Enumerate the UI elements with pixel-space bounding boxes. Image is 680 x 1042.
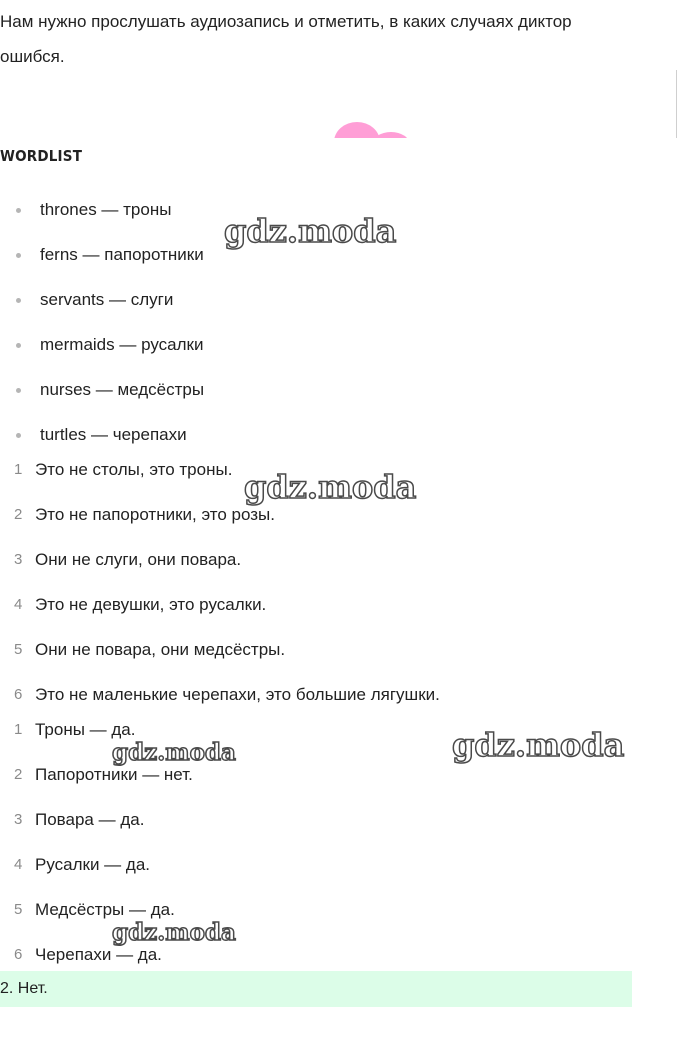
list-item bbox=[0, 851, 193, 896]
intro-text: Нам нужно прослушать аудиозапись и отметить, в каких случаях диктор ошибся. bbox=[0, 12, 572, 66]
bullet-icon bbox=[16, 208, 21, 213]
item-text: Они не слуги, они повара. bbox=[35, 550, 242, 569]
watermark: gdz.moda bbox=[244, 468, 417, 506]
bullet-icon bbox=[16, 298, 21, 303]
list-item bbox=[0, 896, 193, 941]
item-text: Они не повара, они медсёстры. bbox=[35, 640, 286, 659]
watermark: gdz.moda bbox=[112, 919, 236, 946]
item-text: Это не столы, это троны. bbox=[35, 460, 233, 479]
answers-list bbox=[0, 716, 193, 986]
watermark: gdz.moda bbox=[452, 726, 625, 764]
list-item bbox=[0, 806, 193, 851]
item-text: Повара — да. bbox=[35, 810, 145, 829]
list-item bbox=[0, 636, 440, 681]
sentences-list bbox=[0, 456, 440, 726]
wordlist bbox=[0, 196, 204, 466]
list-item bbox=[0, 716, 193, 761]
item-number: 4 bbox=[14, 596, 23, 613]
scroll-indicator bbox=[676, 70, 677, 138]
item-text: Троны — да. bbox=[35, 720, 136, 739]
list-item bbox=[0, 501, 440, 546]
wordlist-item bbox=[0, 376, 204, 421]
wordlist-heading: WORDLIST bbox=[0, 147, 83, 165]
item-text: Черепахи — да. bbox=[35, 945, 162, 964]
item-number: 3 bbox=[14, 551, 23, 568]
watermark: gdz.moda bbox=[224, 212, 397, 250]
list-item bbox=[0, 456, 440, 501]
list-item bbox=[0, 591, 440, 636]
item-number: 6 bbox=[14, 946, 23, 963]
answer-text: 2. Нет. bbox=[0, 980, 48, 997]
wordlist-item bbox=[0, 196, 204, 241]
wordlist-item bbox=[0, 286, 204, 331]
item-number: 1 bbox=[14, 721, 23, 738]
item-text: Это не маленькие черепахи, это большие лягушки. bbox=[35, 685, 440, 704]
wordlist-item-text: thrones — троны bbox=[40, 200, 172, 219]
item-number: 4 bbox=[14, 856, 23, 873]
wordlist-item-text: ferns — папоротники bbox=[40, 245, 204, 264]
item-number: 2 bbox=[14, 766, 23, 783]
list-item bbox=[0, 761, 193, 806]
item-text: Это не девушки, это русалки. bbox=[35, 595, 267, 614]
item-number: 5 bbox=[14, 901, 23, 918]
item-number: 5 bbox=[14, 641, 23, 658]
item-text: Папоротники — нет. bbox=[35, 765, 193, 784]
bullet-icon bbox=[16, 433, 21, 438]
wordlist-item bbox=[0, 331, 204, 376]
wordlist-item bbox=[0, 241, 204, 286]
wordlist-item-text: servants — слуги bbox=[40, 290, 174, 309]
watermark: gdz.moda bbox=[112, 739, 236, 766]
bullet-icon bbox=[16, 388, 21, 393]
item-text: Это не папоротники, это розы. bbox=[35, 505, 275, 524]
wordlist-item-text: mermaids — русалки bbox=[40, 335, 204, 354]
bullet-icon bbox=[16, 343, 21, 348]
list-item bbox=[0, 546, 440, 591]
item-number: 3 bbox=[14, 811, 23, 828]
item-number: 1 bbox=[14, 461, 23, 478]
item-text: Медсёстры — да. bbox=[35, 900, 175, 919]
item-text: Русалки — да. bbox=[35, 855, 150, 874]
item-number: 6 bbox=[14, 686, 23, 703]
item-number: 2 bbox=[14, 506, 23, 523]
wordlist-item-text: turtles — черепахи bbox=[40, 425, 187, 444]
answer-box bbox=[0, 971, 632, 1007]
bullet-icon bbox=[16, 253, 21, 258]
decorative-blob-icon bbox=[332, 118, 412, 138]
wordlist-item-text: nurses — медсёстры bbox=[40, 380, 205, 399]
